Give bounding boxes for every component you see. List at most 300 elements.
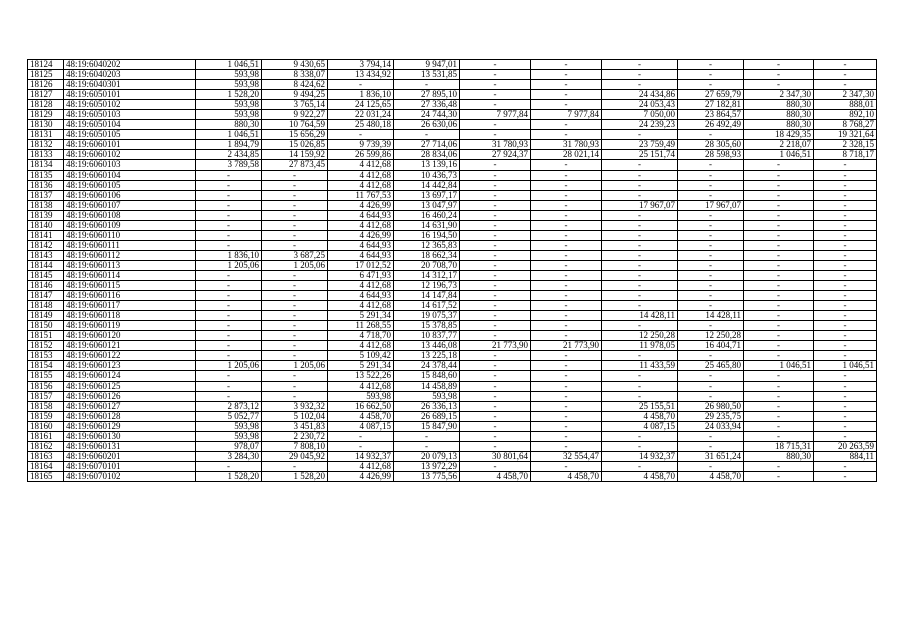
value-cell: - [531, 391, 602, 401]
cadastral-number-cell: 48:19:6050105 [64, 130, 196, 140]
value-cell: 888,01 [814, 100, 877, 110]
cadastral-number-cell: 48:19:6060110 [64, 230, 196, 240]
value-cell: 5 102,04 [262, 411, 328, 421]
value-cell: - [460, 130, 531, 140]
value-cell: - [814, 311, 877, 321]
value-cell: - [531, 331, 602, 341]
value-cell: - [602, 351, 678, 361]
value-cell: 4 412,68 [328, 281, 394, 291]
cadastral-number-cell: 48:19:6060130 [64, 431, 196, 441]
value-cell: - [531, 60, 602, 70]
value-cell: - [460, 90, 531, 100]
value-cell: - [814, 351, 877, 361]
value-cell: 15 378,85 [394, 321, 460, 331]
cadastral-number-cell: 48:19:6060201 [64, 451, 196, 461]
value-cell: 4 644,93 [328, 240, 394, 250]
table-row [28, 110, 877, 120]
value-cell: - [460, 160, 531, 170]
value-cell: 1 528,20 [196, 471, 262, 481]
value-cell: - [460, 381, 531, 391]
value-cell: - [196, 461, 262, 471]
value-cell: - [602, 230, 678, 240]
value-cell: 15 656,29 [262, 130, 328, 140]
value-cell: - [531, 311, 602, 321]
value-cell: 14 428,11 [678, 311, 744, 321]
value-cell: 17 012,52 [328, 260, 394, 270]
value-cell: - [678, 391, 744, 401]
value-cell: - [531, 250, 602, 260]
value-cell: 4 718,70 [328, 331, 394, 341]
value-cell: - [262, 180, 328, 190]
value-cell: 10 837,77 [394, 331, 460, 341]
value-cell: - [814, 431, 877, 441]
value-cell: - [678, 230, 744, 240]
value-cell: 28 834,06 [394, 150, 460, 160]
value-cell: - [531, 381, 602, 391]
value-cell: - [814, 70, 877, 80]
value-cell: - [531, 401, 602, 411]
value-cell: - [196, 270, 262, 280]
value-cell: - [460, 351, 531, 361]
row-number-cell: 18161 [28, 431, 64, 441]
row-number-cell: 18158 [28, 401, 64, 411]
value-cell: - [602, 180, 678, 190]
value-cell: - [678, 160, 744, 170]
value-cell: - [196, 220, 262, 230]
row-number-cell: 18157 [28, 391, 64, 401]
cadastral-number-cell: 48:19:6060108 [64, 210, 196, 220]
row-number-cell: 18148 [28, 301, 64, 311]
value-cell: 14 458,89 [394, 381, 460, 391]
value-cell: - [744, 160, 814, 170]
value-cell: - [262, 351, 328, 361]
table-row [28, 90, 877, 100]
value-cell: - [678, 180, 744, 190]
cadastral-number-cell: 48:19:6040202 [64, 60, 196, 70]
value-cell: - [262, 371, 328, 381]
value-cell: - [814, 301, 877, 311]
value-cell: - [814, 391, 877, 401]
value-cell: - [744, 471, 814, 481]
value-cell: - [602, 301, 678, 311]
row-number-cell: 18137 [28, 190, 64, 200]
cadastral-number-cell: 48:19:6040203 [64, 70, 196, 80]
value-cell: 4 412,68 [328, 220, 394, 230]
value-cell: - [814, 220, 877, 230]
value-cell: 27 714,06 [394, 140, 460, 150]
row-number-cell: 18143 [28, 250, 64, 260]
value-cell: 1 205,06 [262, 260, 328, 270]
row-number-cell: 18135 [28, 170, 64, 180]
value-cell: 24 125,65 [328, 100, 394, 110]
cadastral-number-cell: 48:19:6060102 [64, 150, 196, 160]
value-cell: - [262, 240, 328, 250]
value-cell: 24 239,23 [602, 120, 678, 130]
value-cell: - [678, 60, 744, 70]
value-cell: 15 026,85 [262, 140, 328, 150]
value-cell: 9 739,39 [328, 140, 394, 150]
value-cell: 26 336,13 [394, 401, 460, 411]
value-cell: - [678, 250, 744, 260]
value-cell: - [602, 281, 678, 291]
table-row [28, 371, 877, 381]
value-cell: 880,30 [744, 120, 814, 130]
row-number-cell: 18133 [28, 150, 64, 160]
value-cell: 13 139,16 [394, 160, 460, 170]
row-number-cell: 18129 [28, 110, 64, 120]
cadastral-number-cell: 48:19:6060128 [64, 411, 196, 421]
value-cell: 26 630,06 [394, 120, 460, 130]
cadastral-number-cell: 48:19:6060121 [64, 341, 196, 351]
value-cell: - [328, 80, 394, 90]
value-cell: - [196, 210, 262, 220]
value-cell: 4 458,70 [602, 411, 678, 421]
value-cell: - [678, 270, 744, 280]
value-cell: 7 050,00 [602, 110, 678, 120]
cadastral-number-cell: 48:19:6060119 [64, 321, 196, 331]
cadastral-number-cell: 48:19:6060125 [64, 381, 196, 391]
value-cell: - [460, 180, 531, 190]
value-cell: - [602, 461, 678, 471]
row-number-cell: 18127 [28, 90, 64, 100]
cadastral-number-cell: 48:19:6060113 [64, 260, 196, 270]
value-cell: - [744, 60, 814, 70]
table-row [28, 260, 877, 270]
value-cell: 4 412,68 [328, 180, 394, 190]
value-cell: - [196, 321, 262, 331]
value-cell: 9 494,25 [262, 90, 328, 100]
value-cell: - [262, 461, 328, 471]
value-cell: 4 426,99 [328, 471, 394, 481]
value-cell: 24 378,44 [394, 361, 460, 371]
value-cell: 1 205,06 [196, 361, 262, 371]
cadastral-number-cell: 48:19:6060114 [64, 270, 196, 280]
value-cell: - [531, 160, 602, 170]
value-cell: 19 321,64 [814, 130, 877, 140]
value-cell: 2 328,15 [814, 140, 877, 150]
value-cell: 16 662,50 [328, 401, 394, 411]
value-cell: 593,98 [196, 80, 262, 90]
value-cell: 17 967,07 [602, 200, 678, 210]
value-cell: - [262, 230, 328, 240]
value-cell: 5 291,34 [328, 311, 394, 321]
value-cell: 28 598,93 [678, 150, 744, 160]
value-cell: - [460, 250, 531, 260]
value-cell: 1 046,51 [196, 130, 262, 140]
value-cell: - [744, 371, 814, 381]
row-number-cell: 18154 [28, 361, 64, 371]
value-cell: - [814, 321, 877, 331]
value-cell: 29 235,75 [678, 411, 744, 421]
value-cell: 13 522,26 [328, 371, 394, 381]
value-cell: - [602, 371, 678, 381]
value-cell: - [262, 200, 328, 210]
value-cell: - [262, 301, 328, 311]
value-cell: - [196, 341, 262, 351]
value-cell: 4 458,70 [460, 471, 531, 481]
value-cell: - [262, 291, 328, 301]
value-cell: - [460, 70, 531, 80]
value-cell: 15 848,60 [394, 371, 460, 381]
value-cell: - [531, 220, 602, 230]
row-number-cell: 18162 [28, 441, 64, 451]
value-cell: 4 458,70 [531, 471, 602, 481]
value-cell: - [678, 381, 744, 391]
value-cell: - [814, 180, 877, 190]
value-cell: 8 718,17 [814, 150, 877, 160]
cadastral-number-cell: 48:19:6060124 [64, 371, 196, 381]
cadastral-number-cell: 48:19:6060118 [64, 311, 196, 321]
cadastral-number-cell: 48:19:6060129 [64, 421, 196, 431]
value-cell: - [678, 351, 744, 361]
row-number-cell: 18138 [28, 200, 64, 210]
value-cell: - [262, 190, 328, 200]
value-cell: 16 460,24 [394, 210, 460, 220]
cadastral-number-cell: 48:19:6060111 [64, 240, 196, 250]
value-cell: 27 895,10 [394, 90, 460, 100]
cadastral-number-cell: 48:19:6060117 [64, 301, 196, 311]
value-cell: 4 412,68 [328, 461, 394, 471]
row-number-cell: 18131 [28, 130, 64, 140]
cadastral-number-cell: 48:19:6060126 [64, 391, 196, 401]
value-cell: - [460, 260, 531, 270]
value-cell: 14 312,17 [394, 270, 460, 280]
value-cell: - [814, 270, 877, 280]
value-cell: 1 205,06 [196, 260, 262, 270]
row-number-cell: 18160 [28, 421, 64, 431]
value-cell: 12 250,28 [678, 331, 744, 341]
value-cell: - [678, 441, 744, 451]
row-number-cell: 18163 [28, 451, 64, 461]
table-row [28, 60, 877, 70]
value-cell: - [678, 321, 744, 331]
value-cell: 5 109,42 [328, 351, 394, 361]
value-cell: 18 429,35 [744, 130, 814, 140]
value-cell: 4 412,68 [328, 301, 394, 311]
value-cell: - [602, 190, 678, 200]
value-cell: 593,98 [328, 391, 394, 401]
value-cell: - [744, 170, 814, 180]
cadastral-number-cell: 48:19:6060112 [64, 250, 196, 260]
value-cell: - [460, 441, 531, 451]
value-cell: 23 759,49 [602, 140, 678, 150]
table-row [28, 230, 877, 240]
value-cell: - [460, 331, 531, 341]
value-cell: 13 434,92 [328, 70, 394, 80]
value-cell: 1 046,51 [744, 361, 814, 371]
value-cell: 4 458,70 [602, 471, 678, 481]
value-cell: - [814, 411, 877, 421]
row-number-cell: 18134 [28, 160, 64, 170]
value-cell: - [196, 371, 262, 381]
table-row [28, 150, 877, 160]
table-row [28, 421, 877, 431]
value-cell: 30 801,64 [460, 451, 531, 461]
cadastral-number-cell: 48:19:6060103 [64, 160, 196, 170]
table-row [28, 180, 877, 190]
value-cell: 4 426,99 [328, 230, 394, 240]
row-number-cell: 18132 [28, 140, 64, 150]
value-cell: - [814, 250, 877, 260]
cadastral-number-cell: 48:19:6070102 [64, 471, 196, 481]
row-number-cell: 18130 [28, 120, 64, 130]
row-number-cell: 18145 [28, 270, 64, 280]
value-cell: - [602, 210, 678, 220]
value-cell: - [602, 60, 678, 70]
value-cell: 13 047,97 [394, 200, 460, 210]
value-cell: 13 446,08 [394, 341, 460, 351]
value-cell: - [678, 70, 744, 80]
value-cell: - [460, 321, 531, 331]
value-cell: 26 599,86 [328, 150, 394, 160]
value-cell: 884,11 [814, 451, 877, 461]
value-cell: - [531, 461, 602, 471]
row-number-cell: 18165 [28, 471, 64, 481]
value-cell: - [460, 421, 531, 431]
value-cell: 31 780,93 [531, 140, 602, 150]
value-cell: 24 053,43 [602, 100, 678, 110]
value-cell: 1 528,20 [262, 471, 328, 481]
value-cell: - [531, 130, 602, 140]
value-cell: 14 442,84 [394, 180, 460, 190]
value-cell: - [460, 291, 531, 301]
table-row [28, 391, 877, 401]
value-cell: 4 644,93 [328, 210, 394, 220]
value-cell: - [678, 240, 744, 250]
value-cell: 26 689,15 [394, 411, 460, 421]
value-cell: - [602, 220, 678, 230]
value-cell: 25 155,51 [602, 401, 678, 411]
table-row [28, 341, 877, 351]
value-cell: 7 977,84 [531, 110, 602, 120]
value-cell: 593,98 [196, 70, 262, 80]
value-cell: - [744, 461, 814, 471]
value-cell: - [602, 260, 678, 270]
value-cell: - [744, 321, 814, 331]
table-row [28, 160, 877, 170]
value-cell: 10 764,59 [262, 120, 328, 130]
value-cell: 14 932,37 [328, 451, 394, 461]
value-cell: 20 263,59 [814, 441, 877, 451]
value-cell: - [196, 391, 262, 401]
table-row [28, 170, 877, 180]
value-cell: 2 434,85 [196, 150, 262, 160]
value-cell: 18 715,31 [744, 441, 814, 451]
value-cell: - [196, 230, 262, 240]
row-number-cell: 18128 [28, 100, 64, 110]
value-cell: - [531, 291, 602, 301]
value-cell: 3 687,25 [262, 250, 328, 260]
value-cell: 20 079,13 [394, 451, 460, 461]
value-cell: - [531, 321, 602, 331]
value-cell: - [678, 130, 744, 140]
row-number-cell: 18150 [28, 321, 64, 331]
value-cell: 26 980,50 [678, 401, 744, 411]
value-cell: - [262, 281, 328, 291]
value-cell: 1 205,06 [262, 361, 328, 371]
value-cell: 4 644,93 [328, 291, 394, 301]
cadastral-number-cell: 48:19:6060127 [64, 401, 196, 411]
value-cell: - [460, 230, 531, 240]
cadastral-number-cell: 48:19:6060131 [64, 441, 196, 451]
value-cell: - [602, 170, 678, 180]
value-cell: - [678, 281, 744, 291]
value-cell: 8 768,27 [814, 120, 877, 130]
value-cell: 28 021,14 [531, 150, 602, 160]
value-cell: 2 347,30 [814, 90, 877, 100]
table-row [28, 100, 877, 110]
value-cell: - [678, 371, 744, 381]
value-cell: - [460, 220, 531, 230]
value-cell: - [196, 331, 262, 341]
value-cell: 4 087,15 [602, 421, 678, 431]
value-cell: 14 147,84 [394, 291, 460, 301]
value-cell: - [460, 361, 531, 371]
value-cell: 15 847,90 [394, 421, 460, 431]
row-number-cell: 18140 [28, 220, 64, 230]
value-cell: - [744, 421, 814, 431]
value-cell: 4 458,70 [678, 471, 744, 481]
value-cell: 593,98 [394, 391, 460, 401]
value-cell: 3 794,14 [328, 60, 394, 70]
value-cell: 7 808,10 [262, 441, 328, 451]
cadastral-number-cell: 48:19:6060122 [64, 351, 196, 361]
value-cell: - [744, 391, 814, 401]
value-cell: 593,98 [196, 421, 262, 431]
value-cell: - [394, 130, 460, 140]
value-cell: 14 631,90 [394, 220, 460, 230]
value-cell: 16 404,71 [678, 341, 744, 351]
value-cell: - [531, 260, 602, 270]
row-number-cell: 18147 [28, 291, 64, 301]
value-cell: 16 194,50 [394, 230, 460, 240]
value-cell: 1 046,51 [196, 60, 262, 70]
value-cell: - [602, 321, 678, 331]
value-cell: - [394, 431, 460, 441]
row-number-cell: 18152 [28, 341, 64, 351]
cadastral-number-cell: 48:19:6060109 [64, 220, 196, 230]
value-cell: - [744, 301, 814, 311]
value-cell: 13 775,56 [394, 471, 460, 481]
value-cell: 3 765,14 [262, 100, 328, 110]
value-cell: 14 932,37 [602, 451, 678, 461]
value-cell: - [531, 301, 602, 311]
cadastral-number-cell: 48:19:6060123 [64, 361, 196, 371]
value-cell: - [196, 301, 262, 311]
value-cell: 4 412,68 [328, 160, 394, 170]
value-cell: 11 268,55 [328, 321, 394, 331]
value-cell: 9 947,01 [394, 60, 460, 70]
row-number-cell: 18155 [28, 371, 64, 381]
value-cell: - [744, 180, 814, 190]
table-row [28, 311, 877, 321]
table-row [28, 210, 877, 220]
value-cell: - [328, 441, 394, 451]
value-cell: - [814, 371, 877, 381]
value-cell: - [531, 281, 602, 291]
value-cell: 3 789,58 [196, 160, 262, 170]
value-cell: - [602, 431, 678, 441]
value-cell: - [814, 230, 877, 240]
cadastral-number-cell: 48:19:6050102 [64, 100, 196, 110]
value-cell: - [531, 120, 602, 130]
value-cell: - [602, 441, 678, 451]
cadastral-number-cell: 48:19:6050103 [64, 110, 196, 120]
value-cell: - [531, 270, 602, 280]
table-row [28, 431, 877, 441]
value-cell: 880,30 [744, 110, 814, 120]
value-cell: - [814, 260, 877, 270]
